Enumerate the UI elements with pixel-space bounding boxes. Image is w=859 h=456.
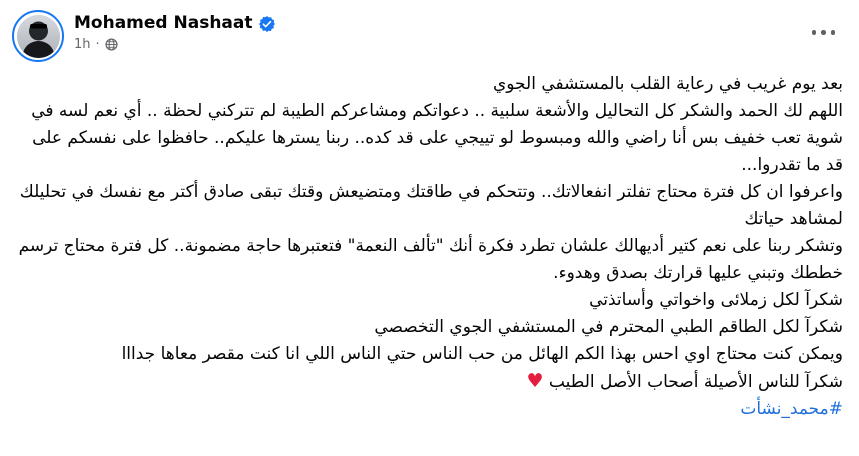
- person-silhouette-icon: [17, 15, 60, 58]
- ellipsis-icon: [831, 30, 836, 35]
- post-text: [0, 62, 859, 423]
- meta-separator: ·: [95, 37, 100, 52]
- post-paragraph: ويمكن كنت محتاج اوي احس بهذا الكم الهائل من حب الناس حتي الناس اللي انا كنت مقصر معاها جدااا: [121, 344, 843, 364]
- heart-icon: ♥: [526, 370, 544, 392]
- post-paragraph: واعرفوا ان كل فترة محتاج تفلتر انفعالاتك.. وتتحكم في طاقتك ومتضيعش وقتك تبقى صادق أكتر مع نفسك في تحليلك لمشاهد حياتك: [19, 182, 843, 229]
- post-paragraph: شكرآ لكل زملائى واخواتي وأساتذتي: [589, 290, 843, 310]
- post-paragraph: شكرآ لكل الطاقم الطبي المحترم في المستشفي الجوي التخصصي: [374, 317, 843, 337]
- hashtag-link[interactable]: #محمد_نشأت: [740, 399, 843, 419]
- author-name[interactable]: Mohamed Nashaat: [74, 13, 253, 33]
- post-paragraph: بعد يوم غريب في رعاية القلب بالمستشفي الجوي: [492, 74, 843, 94]
- more-options-button[interactable]: [806, 24, 842, 41]
- post-paragraph: وتشكر ربنا على نعم كتير أديهالك علشان تطرد فكرة أنك "تألف النعمة" فتعتبرها حاجة مضمونة.. كل فترة محتاج ترسم خططك وتبني عليها قرارتك بصدق وهدوء.: [18, 236, 843, 283]
- ellipsis-icon: [821, 30, 826, 35]
- header-info: [74, 10, 275, 52]
- avatar-photo: [17, 15, 60, 58]
- timestamp[interactable]: 1h: [74, 37, 91, 52]
- post-header: [0, 0, 859, 62]
- public-globe-icon: [105, 38, 118, 51]
- post-meta: [74, 37, 275, 52]
- post-paragraph: اللهم لك الحمد والشكر كل التحاليل والأشعة سلبية .. دعواتكم ومشاعركم الطيبة لم تتركني لحظة .. أي نعم لسه في شوية تعب خفيف بس أنا راضي والله ومبسوط لو تييجي على قد كده.. ربنا يسترها عليكم.. حافظوا على نفسكم على قد ما تقدروا...: [31, 101, 843, 175]
- post-paragraph-text: شكرآ للناس الأصيلة أصحاب الأصل الطيب: [548, 372, 843, 392]
- verified-badge-icon: [259, 16, 275, 32]
- avatar[interactable]: [12, 10, 64, 62]
- post-paragraph: [16, 368, 843, 396]
- ellipsis-icon: [812, 30, 817, 35]
- post-paragraph: [16, 396, 843, 423]
